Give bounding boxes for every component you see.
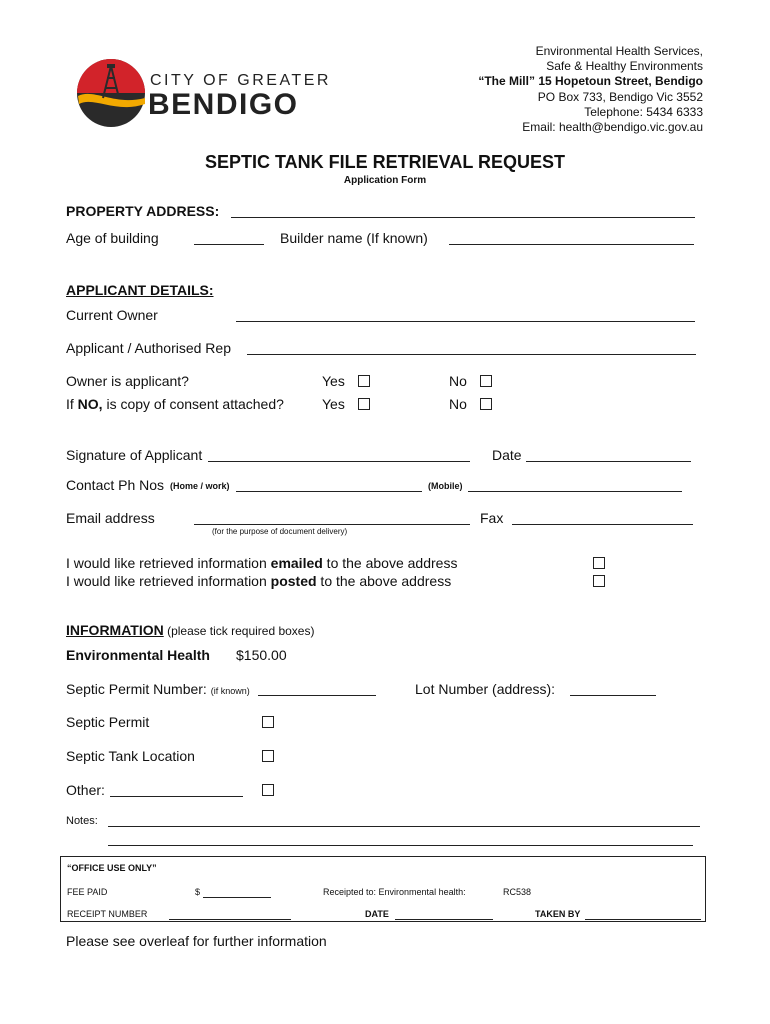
septic-permit-label: Septic Permit: [66, 714, 150, 730]
home-work-label: (Home / work): [170, 481, 230, 491]
authorised-rep-field[interactable]: [247, 354, 696, 355]
delivery-emailed-checkbox[interactable]: [593, 557, 605, 569]
notes-field-line2[interactable]: [108, 845, 693, 846]
current-owner-field[interactable]: [236, 321, 695, 322]
lot-number-label: Lot Number (address):: [415, 681, 556, 697]
email-note: (for the purpose of document delivery): [212, 527, 348, 536]
delivery-emailed-keyword: emailed: [270, 555, 323, 571]
delivery-posted-prefix: I would like retrieved information: [66, 573, 271, 589]
logo: [76, 58, 331, 132]
delivery-posted-checkbox[interactable]: [593, 575, 605, 587]
septic-tank-location-label: Septic Tank Location: [66, 748, 195, 764]
fee-amount: $150.00: [236, 647, 287, 663]
email-field[interactable]: [194, 524, 470, 525]
consent-no-checkbox[interactable]: [480, 398, 492, 410]
fee-paid-field[interactable]: [203, 897, 271, 898]
office-date-label: DATE: [365, 909, 389, 919]
delivery-emailed-suffix: to the above address: [322, 555, 458, 571]
delivery-emailed-prefix: I would like retrieved information: [66, 555, 271, 571]
receipt-number-field[interactable]: [169, 919, 291, 920]
receipted-to-label: Receipted to: Environmental health:: [323, 887, 466, 897]
applicant-details-heading: APPLICANT DETAILS:: [66, 282, 214, 298]
property-address-label: PROPERTY ADDRESS:: [66, 203, 220, 219]
fax-label: Fax: [480, 510, 504, 526]
receipt-code: RC538: [503, 887, 532, 897]
email-label: Email address: [66, 510, 155, 526]
delivery-posted-label: [66, 573, 451, 589]
contact-ph-label: Contact Ph Nos: [66, 477, 165, 493]
logo-line1: CITY OF GREATER: [150, 72, 331, 89]
other-field[interactable]: [110, 796, 243, 797]
owner-no-checkbox[interactable]: [480, 375, 492, 387]
delivery-posted-keyword: posted: [270, 573, 317, 589]
builder-name-field[interactable]: [449, 244, 694, 245]
septic-tank-location-checkbox[interactable]: [262, 750, 274, 762]
septic-permit-number-field[interactable]: [258, 695, 376, 696]
consent-yes-checkbox[interactable]: [358, 398, 370, 410]
page-title: SEPTIC TANK FILE RETRIEVAL REQUEST: [204, 152, 566, 172]
notes-field-line1[interactable]: [108, 826, 700, 827]
septic-permit-number-text: Septic Permit Number:: [66, 681, 207, 697]
receipt-number-label: RECEIPT NUMBER: [67, 909, 148, 919]
information-heading-title: INFORMATION: [66, 622, 164, 638]
septic-permit-number-label: [66, 681, 250, 697]
fax-field[interactable]: [512, 524, 693, 525]
taken-by-label: TAKEN BY: [535, 909, 581, 919]
signature-label: Signature of Applicant: [66, 447, 203, 463]
office-use-heading: “OFFICE USE ONLY”: [67, 863, 157, 873]
age-of-building-field[interactable]: [194, 244, 264, 245]
delivery-posted-suffix: to the above address: [316, 573, 452, 589]
owner-yes-checkbox[interactable]: [358, 375, 370, 387]
agency-line1: Environmental Health Services,: [535, 44, 703, 58]
information-heading-note: (please tick required boxes): [163, 624, 315, 638]
owner-no-label: No: [449, 373, 467, 389]
owner-is-applicant-label: Owner is applicant?: [66, 373, 189, 389]
notes-label: Notes:: [66, 815, 98, 827]
agency-contact-block: [478, 44, 703, 135]
current-owner-label: Current Owner: [66, 307, 158, 323]
consent-question-suffix: is copy of consent attached?: [102, 396, 284, 412]
delivery-emailed-label: [66, 555, 457, 571]
office-use-box: [60, 856, 706, 922]
other-checkbox[interactable]: [262, 784, 274, 796]
consent-no-label: No: [449, 396, 467, 412]
consent-question-prefix: If: [66, 396, 78, 412]
consent-yes-label: Yes: [322, 396, 345, 412]
other-label: Other:: [66, 782, 105, 798]
fee-dollar-label: $: [195, 887, 201, 897]
agency-line2: Safe & Healthy Environments: [546, 59, 703, 74]
office-date-field[interactable]: [395, 919, 493, 920]
agency-address: “The Mill” 15 Hopetoun Street, Bendigo: [478, 74, 703, 89]
information-heading: [66, 622, 314, 638]
consent-question: [66, 396, 284, 412]
mobile-field[interactable]: [468, 491, 682, 492]
agency-po-box: PO Box 733, Bendigo Vic 3552: [537, 89, 703, 104]
authorised-rep-label: Applicant / Authorised Rep: [66, 340, 231, 356]
page-subtitle: Application Form: [343, 175, 427, 186]
septic-permit-checkbox[interactable]: [262, 716, 274, 728]
builder-name-label: Builder name (If known): [280, 230, 428, 246]
taken-by-field[interactable]: [585, 919, 701, 920]
agency-email: Email: health@bendigo.vic.gov.au: [522, 120, 703, 135]
agency-telephone: Telephone: 5434 6333: [584, 104, 703, 119]
lot-number-field[interactable]: [570, 695, 656, 696]
environmental-health-label: Environmental Health: [66, 647, 210, 663]
mobile-label: (Mobile): [428, 481, 463, 491]
fee-paid-label: FEE PAID: [67, 887, 108, 897]
footer-note: Please see overleaf for further information: [66, 933, 327, 949]
home-work-field[interactable]: [236, 491, 422, 492]
signature-field[interactable]: [208, 461, 470, 462]
bendigo-logo-icon: [76, 58, 146, 128]
age-of-building-label: Age of building: [66, 230, 159, 246]
date-label: Date: [492, 447, 522, 463]
logo-line2: BENDIGO: [148, 88, 299, 121]
consent-question-no: NO,: [77, 396, 103, 412]
owner-yes-label: Yes: [322, 373, 345, 389]
property-address-field[interactable]: [231, 217, 695, 218]
date-field[interactable]: [526, 461, 691, 462]
if-known-note: (if known): [210, 686, 250, 696]
